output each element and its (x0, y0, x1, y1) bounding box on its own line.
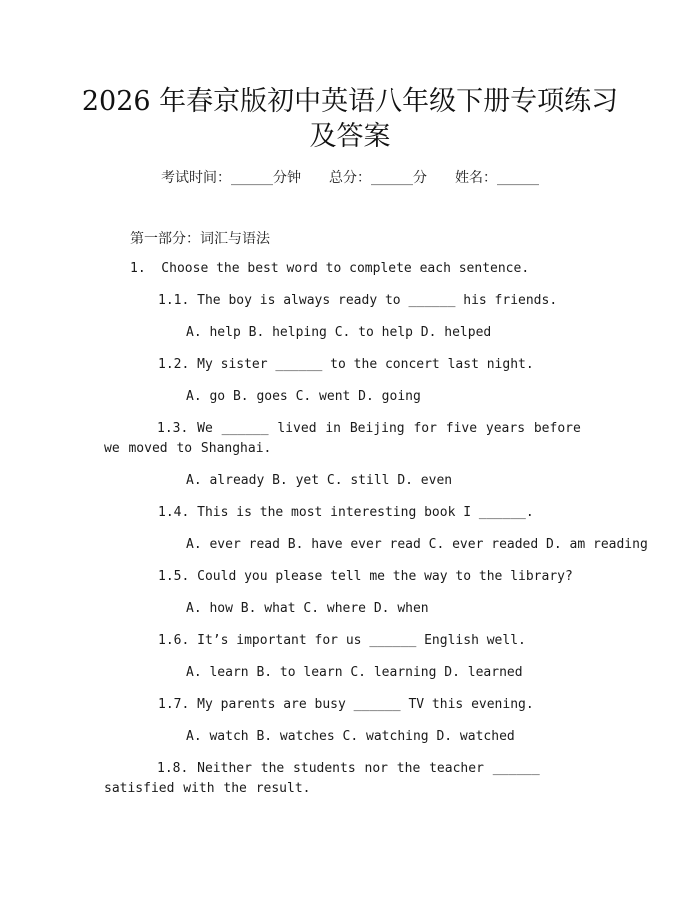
question-stem: 1.5. Could you please tell me the way to the library? (158, 569, 573, 584)
question-stem: 1.4. This is the most interesting book I ______. (158, 505, 534, 520)
question-stem: 1.7. My parents are busy ______ TV this evening. (158, 697, 534, 712)
question-stem: 1.2. My sister ______ to the concert last night. (158, 357, 534, 372)
student-name-field: 姓名：______ (455, 170, 539, 186)
question-stem: 1.6. It’s important for us ______ English well. (158, 633, 526, 648)
question-stem: 1.8. Neither the students nor the teacher ______ satisfied with the result. (104, 761, 540, 796)
question-options: A. go B. goes C. went D. going (186, 389, 421, 404)
question-options: A. watch B. watches C. watching D. watched (186, 729, 515, 744)
exam-time-field: 考试时间：______分钟 (161, 170, 301, 186)
question-options: A. help B. helping C. to help D. helped (186, 325, 492, 340)
question-options: A. learn B. to learn C. learning D. learned (186, 665, 523, 680)
question-options: A. ever read B. have ever read C. ever readed D. am reading (186, 537, 648, 552)
section-heading: 第一部分：词汇与语法 (130, 231, 270, 247)
document-title-line-2: 及答案 (309, 121, 391, 152)
question-stem: 1.3. We ______ lived in Beijing for five years before we moved to Shanghai. (104, 421, 581, 456)
question-options: A. already B. yet C. still D. even (186, 473, 453, 488)
exam-meta (0, 168, 700, 188)
question-stem: 1.1. The boy is always ready to ______ his friends. (158, 293, 558, 308)
document-title-line-1: 2026 年春京版初中英语八年级下册专项练习 (81, 86, 619, 117)
total-score-field: 总分：______分 (329, 170, 427, 186)
question-options: A. how B. what C. where D. when (186, 601, 429, 616)
instruction: 1. Choose the best word to complete each sentence. (130, 261, 530, 276)
